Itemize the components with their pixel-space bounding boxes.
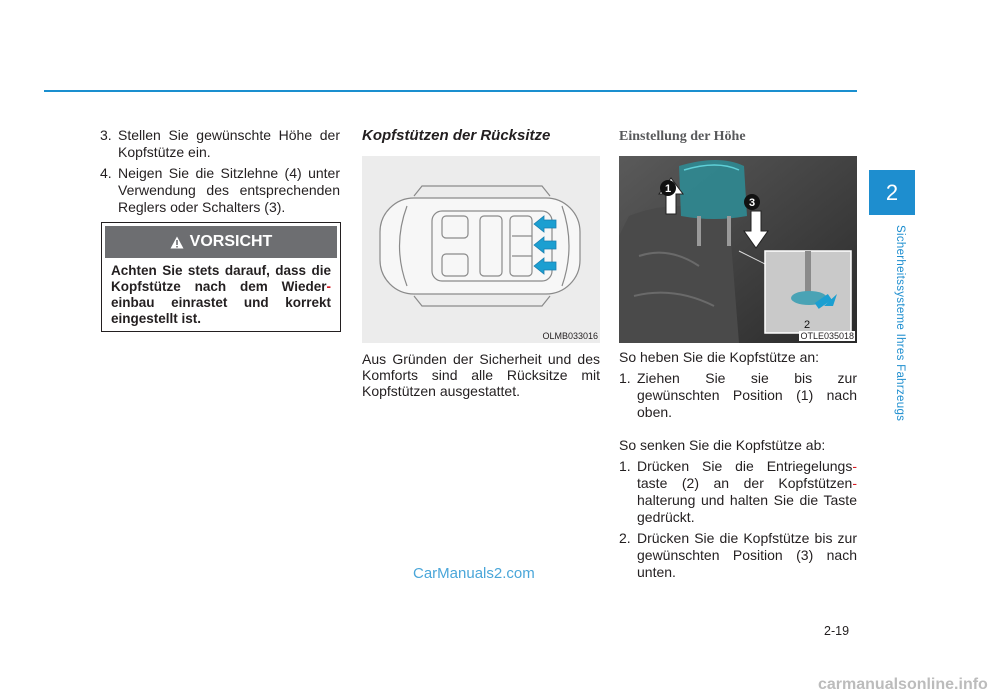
right-column-text — [619, 349, 857, 585]
marker-one: 1 — [664, 183, 672, 195]
lower-intro: So senken Sie die Kopfstütze ab: — [619, 437, 826, 453]
figure-code: OTLE035018 — [800, 331, 854, 341]
caution-text: Achten Sie stets darauf, dass die Kopfstütze nach dem Wieder- einbau einrastet und korrekt eingestellt ist. — [111, 263, 331, 326]
rear-headrest-heading: Kopfstützen der Rücksitze — [362, 127, 551, 144]
rear-headrest-paragraph: Aus Gründen der Sicherheit und des Komforts sind alle Rücksitze mit Kopfstützen ausgestattet. — [362, 351, 600, 399]
seat-adjust-steps — [100, 127, 340, 216]
list-item: 1. Ziehen Sie sie bis zur gewünschten Position (1) nach oben. — [619, 370, 857, 420]
height-adjust-heading: Einstellung der Höhe — [619, 129, 746, 144]
raise-intro: So heben Sie die Kopfstütze an: — [619, 349, 820, 365]
marker-two: 2 — [804, 319, 811, 331]
marker-three: 3 — [748, 197, 756, 209]
list-item: 4. Neigen Sie die Sitzlehne (4) unter Verwendung des entsprechenden Reglers oder Schalters (3). — [100, 165, 340, 215]
page-number: 2-19 — [824, 624, 850, 638]
figure-code: OLMB033016 — [542, 331, 598, 341]
left-column — [100, 127, 340, 220]
watermark-link[interactable]: CarManuals2.com — [413, 565, 535, 582]
caution-box — [101, 222, 341, 332]
top-rule — [44, 90, 857, 92]
car-top-view-figure — [362, 156, 600, 343]
chapter-title: Sicherheitssysteme Ihres Fahrzeugs — [894, 225, 906, 422]
headrest-adjust-figure — [619, 156, 857, 343]
list-item: 1. Drücken Sie die Entriegelungs- taste (2) an der Kopfstützen- halterung und halten Sie die Taste gedrückt. — [619, 458, 857, 525]
watermark-corner[interactable]: carmanualsonline.info — [818, 676, 988, 693]
lower-steps — [619, 458, 857, 581]
car-top-view-illustration — [362, 156, 600, 343]
raise-steps — [619, 370, 857, 421]
warning-icon — [170, 236, 184, 249]
chapter-number: 2 — [885, 179, 899, 205]
list-item: 3. Stellen Sie gewünschte Höhe der Kopfstütze ein. — [100, 127, 340, 160]
chapter-number-tab — [869, 170, 915, 215]
list-item: 2. Drücken Sie die Kopfstütze bis zur gewünschten Position (3) nach unten. — [619, 530, 857, 580]
caution-header — [105, 226, 337, 258]
headrest-photo-illustration — [619, 156, 857, 343]
caution-title: VORSICHT — [189, 233, 273, 250]
